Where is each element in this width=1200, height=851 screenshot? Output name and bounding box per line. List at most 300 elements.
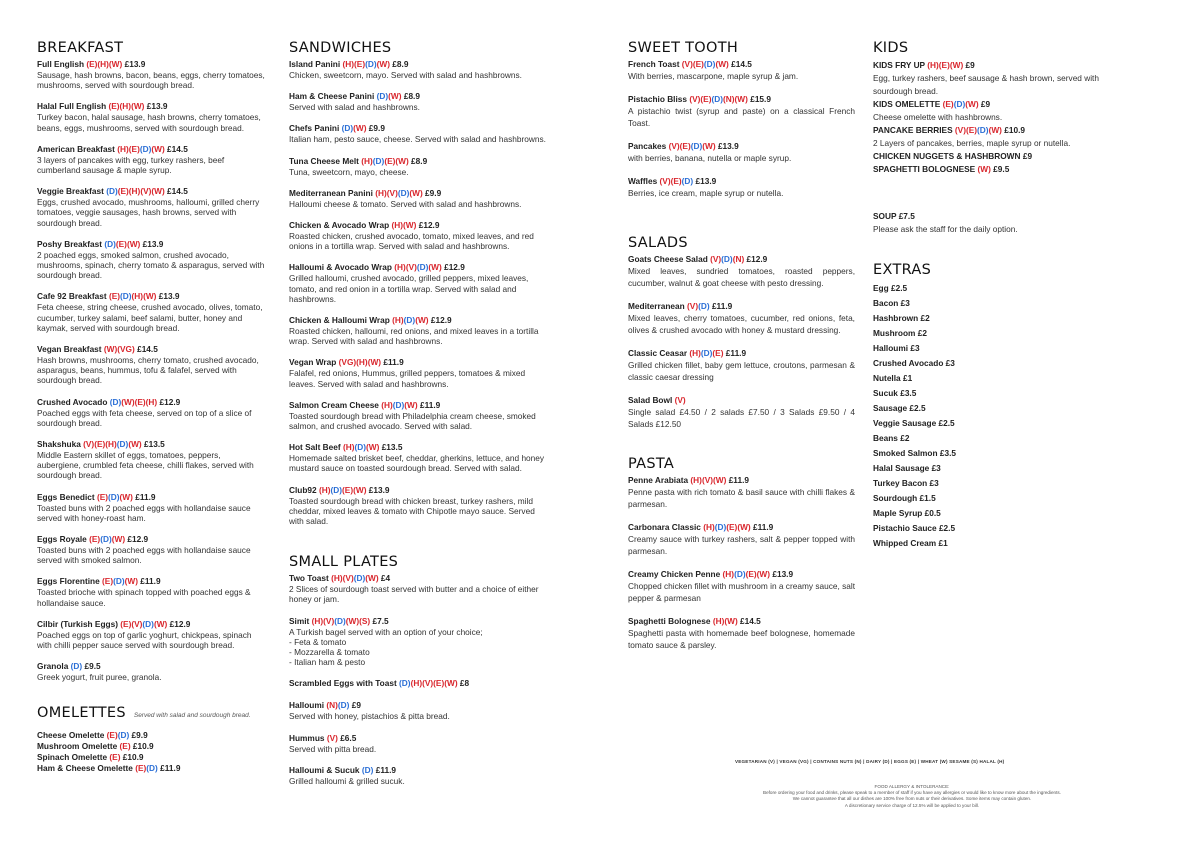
allergen-tag: (E) (700, 94, 712, 104)
allergen-tag: (E) (745, 569, 757, 579)
allergen-tag: (H) (105, 439, 117, 450)
allergen-tag: (D) (361, 764, 374, 775)
item-desc: Toasted sourdough bread with chicken breast, turkey rashers, mild cheddar, mixed leaves & tomato with Chipotle mayo sauce. Served with salad. (289, 495, 535, 527)
allergen-tag: (V) (689, 94, 701, 104)
allergen-tag: (E) (108, 101, 120, 112)
allergen-tag: (D) (334, 615, 346, 626)
allergen-tag: (E) (384, 155, 396, 166)
item-price: £11.9 (135, 491, 156, 502)
item-price: £12.9 (746, 254, 768, 264)
allergen-tag: (E) (109, 751, 121, 762)
allergen-tag: (V) (954, 125, 966, 135)
allergen-tag: (E) (106, 729, 118, 740)
item-name: Vegan Breakfast (37, 344, 102, 355)
item-name: Eggs Benedict (37, 491, 95, 502)
sweet-tooth-list (628, 59, 855, 199)
menu-item (289, 616, 546, 668)
allergen-tag: (W) (395, 155, 409, 166)
allergen-tag: (W) (151, 143, 165, 154)
item-name: Eggs Royale (37, 534, 87, 545)
item-desc: Penne pasta with rich tomato & basil sauce with chilli flakes & parmesan. (628, 487, 855, 509)
allergen-tag: (H) (356, 357, 368, 368)
allergen-tag: (N) (732, 254, 745, 264)
allergen-tag: (W) (737, 522, 751, 532)
item-price: £11.9 (160, 762, 181, 773)
item-price: £13.9 (146, 101, 168, 112)
item-title (873, 124, 1128, 137)
extra-item: Egg £2.5 (873, 283, 908, 293)
allergen-tag: (D) (109, 396, 122, 407)
allergen-tag: (D) (70, 661, 83, 672)
allergen-tag: (W) (365, 573, 379, 584)
menu-item (289, 59, 546, 80)
item-price: £11.9 (375, 764, 397, 775)
item-name: Scrambled Eggs with Toast (289, 678, 397, 689)
allergen-tag: (W) (119, 491, 133, 502)
item-desc: Toasted sourdough bread with Philadelphia cream cheese, smoked salmon, and crushed avocado. Served with salad. (289, 410, 536, 432)
item-desc: Middle Eastern skillet of eggs, tomatoes, peppers, aubergiene, crumbled feta cheese, chilli flakes, served with sourdough bread. (37, 450, 254, 481)
allergen-tag: (V) (687, 301, 699, 311)
column-3 (628, 40, 855, 663)
allergen-tag: (W) (388, 91, 402, 102)
item-price: £14.5 (740, 616, 761, 626)
allergen-tag: (E) (965, 125, 978, 135)
item-name: Crushed Avocado (37, 396, 108, 407)
extra-item: Halloumi £3 (873, 343, 920, 353)
allergen-tag: (V) (422, 678, 434, 689)
item-title (289, 220, 546, 231)
item-title (628, 569, 855, 580)
item-title (628, 141, 855, 152)
item-option: - Mozzarella & tomato (289, 647, 370, 658)
item-name: Pancakes (628, 141, 667, 151)
item-title (289, 616, 546, 627)
allergen-tag: (D) (372, 155, 385, 166)
menu-item (628, 301, 855, 336)
item-price: £11.9 (711, 301, 733, 311)
allergen-tag: (V) (83, 439, 95, 450)
allergen-tag: (D) (711, 94, 723, 104)
allergen-tag: (D) (365, 59, 377, 69)
item-desc: Berries, ice cream, maple syrup or nutella. (628, 188, 784, 198)
allergen-tag: (W) (345, 615, 360, 626)
menu-item (37, 439, 265, 481)
kids-title: KIDS (873, 40, 909, 56)
menu-item (628, 94, 855, 129)
item-price: £8 (459, 678, 470, 689)
menu-item (289, 765, 546, 786)
allergen-tag: (D) (698, 301, 710, 311)
extra-item: Bacon £3 (873, 298, 910, 308)
item-price: £13.9 (695, 176, 717, 186)
item-title (628, 254, 855, 265)
allergen-tag: (D) (117, 729, 130, 740)
item-title (37, 619, 265, 630)
allergen-tag: (H) (331, 573, 343, 584)
item-price: £12.9 (430, 315, 452, 326)
allergen-tag: (D) (977, 125, 989, 135)
allergen-tag: (W) (124, 576, 138, 587)
item-price: £13.9 (368, 484, 390, 495)
allergen-tag: (H) (131, 291, 144, 302)
menu-item (37, 101, 265, 132)
menu-item (37, 576, 265, 607)
allergen-tag: (S) (359, 615, 371, 626)
allergen-tag: (W) (444, 678, 458, 689)
allergen-tag: (D) (108, 491, 120, 502)
item-name: Island Panini (289, 59, 341, 69)
allergen-tag: (W) (409, 187, 423, 198)
item-price: £13.9 (124, 59, 146, 69)
allergen-tag: (E) (135, 762, 147, 773)
pasta-title: PASTA (628, 456, 675, 472)
item-desc: 3 layers of pancakes with egg, turkey rashers, beef cumberland sausage & maple syrup. (37, 154, 225, 176)
allergen-tag: (D) (116, 439, 129, 450)
item-desc: with berries, banana, nutella or maple syrup. (628, 153, 792, 163)
allergen-tag: (D) (113, 576, 125, 587)
allergen-tag: (H) (722, 569, 735, 579)
item-name: Cafe 92 Breakfast (37, 291, 107, 302)
allergen-tag: (E) (134, 396, 146, 407)
item-name: Mushroom Omelette (37, 740, 118, 751)
item-price: £14.5 (137, 344, 158, 355)
item-title (289, 156, 546, 167)
item-desc: A Turkish bagel served with an option of your choice; (289, 626, 483, 637)
allergen-tag: (W) (131, 101, 145, 112)
item-name: Creamy Chicken Penne (628, 569, 721, 579)
allergen-tag: (E) (115, 238, 127, 249)
small-plates-list (289, 573, 546, 786)
menu-item (37, 144, 265, 175)
allergen-tag: (W) (756, 569, 771, 579)
item-name: Chicken & Avocado Wrap (289, 220, 390, 231)
extra-item: Halal Sausage £3 (873, 463, 941, 473)
item-price: £14.5 (731, 59, 752, 69)
item-name: Shakshuka (37, 439, 81, 450)
item-desc: Creamy sauce with turkey rashers, salt & pepper topped with parmesan. (628, 534, 855, 556)
item-title (289, 678, 546, 689)
allergen-tag: (D) (392, 399, 405, 410)
extra-item: Sucuk £3.5 (873, 388, 917, 398)
item-title (37, 730, 265, 741)
menu-item (289, 357, 546, 388)
item-price: £9 (980, 99, 991, 109)
column-2 (289, 40, 546, 797)
item-desc: Grilled halloumi, crushed avocado, grilled peppers, mixed leaves, tomato, and red onion in a tortilla wrap. Served with salad and hashbrowns. (289, 273, 529, 304)
item-title (628, 348, 855, 359)
item-name: Chicken & Halloumi Wrap (289, 315, 390, 326)
allergen-tag: (E) (96, 491, 109, 502)
allergen-tag: (E) (119, 740, 131, 751)
item-price: £13.5 (381, 442, 403, 453)
salads-title: SALADS (628, 235, 688, 251)
extras-title: EXTRAS (873, 262, 932, 278)
allergen-tag: (H) (689, 348, 701, 358)
allergen-tag: (W) (713, 475, 727, 485)
allergen-tag: (V) (326, 732, 338, 743)
menu-item (37, 291, 265, 333)
allergen-tag: (VG) (117, 344, 135, 355)
item-name: Spaghetti Bolognese (628, 616, 711, 626)
item-price: £11.9 (725, 348, 747, 358)
allergen-tag: (V) (710, 254, 722, 264)
menu-item (37, 239, 265, 281)
item-name: Vegan Wrap (289, 357, 337, 368)
item-price: £11.9 (383, 357, 404, 368)
item-price: £12.9 (159, 396, 181, 407)
item-name: Chefs Panini (289, 123, 340, 134)
menu-item (289, 733, 546, 754)
allergen-tag: (W) (353, 484, 367, 495)
menu-item (628, 569, 855, 604)
allergen-tag: (D) (139, 143, 152, 154)
omelettes-list (37, 730, 265, 774)
allergen-tag: (D) (341, 123, 354, 134)
allergen-tag: (W) (366, 442, 380, 453)
omelettes-title: OMELETTES (37, 704, 126, 721)
item-name: Granola (37, 661, 69, 672)
menu-item (628, 59, 855, 82)
menu-item (37, 59, 265, 90)
menu-item (628, 141, 855, 164)
item-name: Halloumi (289, 700, 325, 711)
allergen-tag: (W) (143, 291, 157, 302)
allergen-tag: (D) (397, 187, 410, 198)
item-name: Hummus (289, 732, 325, 743)
item-price: £6.5 (340, 732, 357, 743)
sandwiches-title: SANDWICHES (289, 40, 392, 56)
item-desc: Toasted buns with 2 poached eggs with hollandaise sauce served with honey-roast ham. (37, 502, 251, 523)
menu-item (289, 91, 546, 112)
allergy-line: A discretionary service charge of 12.5% will be applied to your bill. (844, 802, 980, 808)
item-title (37, 144, 265, 155)
item-desc: Cheese omelette with hashbrowns. (873, 112, 1003, 122)
item-name: Simit (289, 615, 310, 626)
allergen-tag: (H) (703, 522, 715, 532)
allergen-tag: (W) (367, 357, 382, 368)
item-name: Club92 (289, 484, 317, 495)
item-title (289, 400, 546, 411)
soup-item (873, 210, 1128, 236)
allergen-tag: (D) (142, 618, 154, 629)
allergen-tag: (E) (117, 186, 129, 197)
item-title (628, 176, 855, 187)
allergen-tag: (W) (153, 618, 168, 629)
menu-item (873, 98, 1128, 124)
extra-item: Sourdough £1.5 (873, 493, 936, 503)
item-name: American Breakfast (37, 143, 115, 154)
item-title (289, 485, 546, 496)
breakfast-list (37, 59, 265, 683)
sweet-tooth-title: SWEET TOOTH (628, 40, 739, 56)
item-title (873, 163, 1128, 176)
item-name: CHICKEN NUGGETS & HASHBROWN (873, 151, 1021, 161)
menu-item (289, 315, 546, 346)
soup-desc: Please ask the staff for the daily option. (873, 224, 1018, 234)
item-price: £9.9 (131, 729, 148, 740)
item-price: £9.9 (368, 123, 385, 134)
item-title (289, 765, 546, 776)
allergen-tag: (E) (942, 99, 954, 109)
item-name: Tuna Cheese Melt (289, 155, 359, 166)
menu-item (628, 616, 855, 651)
item-name: Mediterranean Panini (289, 187, 373, 198)
item-price: £14.5 (167, 143, 188, 154)
allergy-line: We cannot guarantee that all our dishes are 100% free from nuts or their derivatives. Some items may contain gluten. (792, 796, 1032, 802)
menu-item (37, 661, 265, 682)
allergen-tag: (W) (151, 186, 165, 197)
allergy-line: Before ordering your food and drinks, please speak to a member of staff if you have any allergies or would like to know more about the ingredients. (763, 790, 1061, 796)
allergen-tag: (D) (953, 99, 966, 109)
item-title (37, 492, 265, 503)
item-desc: Eggs, crushed avocado, mushrooms, halloumi, grilled cherry tomatoes, veggie sausages, hash browns, served with sourdough bread. (37, 197, 260, 228)
item-desc: Toasted buns with 2 poached eggs with hollandaise sauce served with smoked salmon. (37, 545, 251, 566)
soup-price: £7.5 (898, 211, 915, 221)
item-name: SPAGHETTI BOLOGNESE (873, 164, 976, 174)
item-desc: Poached eggs with feta cheese, served on top of a slice of sourdough bread. (37, 407, 252, 428)
item-name: Halal Full English (37, 101, 107, 112)
extras-list (873, 281, 1128, 551)
item-name: Cilbir (Turkish Eggs) (37, 618, 118, 629)
item-title (37, 741, 265, 752)
allergen-tag: (W) (428, 262, 442, 273)
allergen-tag: (V) (342, 573, 354, 584)
item-title (628, 522, 855, 533)
item-desc: Chicken, sweetcorn, mayo. Served with salad and hashbrowns. (289, 70, 522, 80)
item-title (289, 59, 546, 70)
allergen-tag: (H) (392, 315, 404, 326)
item-desc: Mixed leaves, cherry tomatoes, cucumber, red onions, feta, olives & crushed avocado with honey & mustard dressing. (628, 313, 855, 335)
menu-item (289, 123, 546, 144)
item-desc: Served with pitta bread. (289, 743, 377, 754)
allergen-tag: (N) (723, 94, 735, 104)
small-plates-title: SMALL PLATES (289, 554, 399, 571)
item-desc: Poached eggs on top of garlic yoghurt, chickpeas, spinach with chilli pepper sauce served with sourdough bread. (37, 629, 252, 651)
item-name: Poshy Breakfast (37, 238, 103, 249)
allergy-title: FOOD ALLERGY & INTOLERANCE: (874, 784, 950, 789)
item-desc: Served with honey, pistachios & pitta bread. (289, 711, 450, 722)
allergen-tag: (W) (403, 220, 417, 231)
item-desc: A pistachio twist (syrup and paste) on a classical French Toast. (628, 106, 855, 128)
allergen-tag: (E) (670, 176, 682, 186)
allergen-tag: (W) (415, 315, 429, 326)
extra-item: Sausage £2.5 (873, 403, 926, 413)
allergen-tag: (H) (927, 60, 939, 70)
extra-item: Hashbrown £2 (873, 313, 930, 323)
allergen-tag: (V) (659, 176, 671, 186)
item-desc: Served with salad and hashbrowns. (289, 102, 420, 113)
menu-item (37, 741, 265, 752)
item-price: £9.5 (993, 164, 1010, 174)
item-name: Ham & Cheese Omelette (37, 762, 133, 773)
allergen-tag: (H) (342, 442, 355, 453)
item-price: £11.9 (419, 399, 441, 410)
item-name: Hot Salt Beef (289, 442, 341, 453)
menu-item (289, 678, 546, 689)
item-price: £10.9 (1004, 125, 1026, 135)
extra-item: Mushroom £2 (873, 328, 927, 338)
allergen-tag: (H) (117, 143, 129, 154)
allergen-tag: (D) (354, 442, 367, 453)
extra-item: Maple Syrup £0.5 (873, 508, 941, 518)
item-title (37, 534, 265, 545)
allergen-tag: (H) (391, 220, 404, 231)
menu-item (37, 186, 265, 228)
menu-item (628, 395, 855, 430)
allergen-tag: (H) (375, 187, 387, 198)
item-title (873, 150, 1128, 163)
item-desc: Feta cheese, string cheese, crushed avocado, olives, tomato, cucumber, turkey salami, beef salami, butter, honey and kaymak, served with sourdough bread. (37, 302, 263, 333)
pasta-list (628, 475, 855, 651)
allergen-tag: (W) (126, 238, 141, 249)
menu-item (289, 700, 546, 721)
allergen-tag: (D) (703, 59, 716, 69)
item-price: £12.9 (169, 618, 191, 629)
item-title (289, 700, 546, 711)
allergen-tag: (E) (938, 60, 950, 70)
allergen-tag: (D) (330, 484, 343, 495)
item-name: Pistachio Bliss (628, 94, 688, 104)
item-name: Salmon Cream Cheese (289, 399, 379, 410)
item-price: £7.5 (372, 615, 389, 626)
item-name: KIDS OMELETTE (873, 99, 941, 109)
allergen-tag: (E) (692, 59, 704, 69)
item-title (289, 733, 546, 744)
allergen-tag: (W) (108, 59, 123, 69)
allergen-tag: (H) (361, 155, 373, 166)
allergen-tag: (W) (404, 399, 418, 410)
allergen-tag: (H) (145, 396, 158, 407)
item-price: £13.9 (772, 569, 794, 579)
allergen-tag: (W) (715, 59, 729, 69)
item-option: - Feta & tomato (289, 636, 347, 647)
item-price: £11.9 (140, 576, 161, 587)
item-desc: Mixed leaves, sundried tomatoes, roasted peppers, cucumber, walnut & goat cheese with pesto dressing. (628, 266, 855, 288)
menu-item (873, 124, 1128, 150)
item-desc: Turkey bacon, halal sausage, hash browns, cherry tomatoes, beans, eggs, mushrooms, served with sourdough bread. (37, 112, 261, 133)
item-desc: Homemade salted brisket beef, cheddar, gherkins, lettuce, and honey mustard sauce on toasted sourdough bread. Served with salad. (289, 453, 545, 474)
column-4 (873, 40, 1128, 551)
allergen-tag: (W) (734, 94, 748, 104)
allergen-tag: (H) (342, 59, 355, 69)
menu-item (37, 730, 265, 741)
allergen-tag: (H) (410, 678, 423, 689)
item-desc: Roasted chicken, crushed avocado, tomato, mixed leaves, and red onions in a tortilla wrap. Served with salad and hashbrowns. (289, 231, 534, 252)
item-title (37, 344, 265, 355)
soup-name: SOUP (873, 211, 897, 221)
menu-item (873, 59, 1128, 98)
allergen-tag: (D) (399, 678, 411, 689)
allergen-tag: (D) (104, 238, 116, 249)
item-name: Waffles (628, 176, 658, 186)
item-price: £9.9 (425, 187, 442, 198)
item-price: £11.9 (728, 475, 749, 485)
allergen-tag: (E) (89, 534, 101, 545)
item-name: Carbonara Classic (628, 522, 701, 532)
item-title (37, 661, 265, 672)
menu-item (873, 163, 1128, 176)
item-title (37, 186, 265, 197)
item-name: KIDS FRY UP (873, 60, 925, 70)
extra-item: Beans £2 (873, 433, 910, 443)
item-title (37, 763, 265, 774)
allergen-tag: (V) (140, 186, 152, 197)
item-price: £9.5 (84, 661, 101, 672)
allergen-tag: (D) (416, 262, 429, 273)
allergen-tag: (H) (311, 615, 324, 626)
allergen-tag: (D) (120, 291, 132, 302)
item-price: £13.9 (717, 141, 739, 151)
